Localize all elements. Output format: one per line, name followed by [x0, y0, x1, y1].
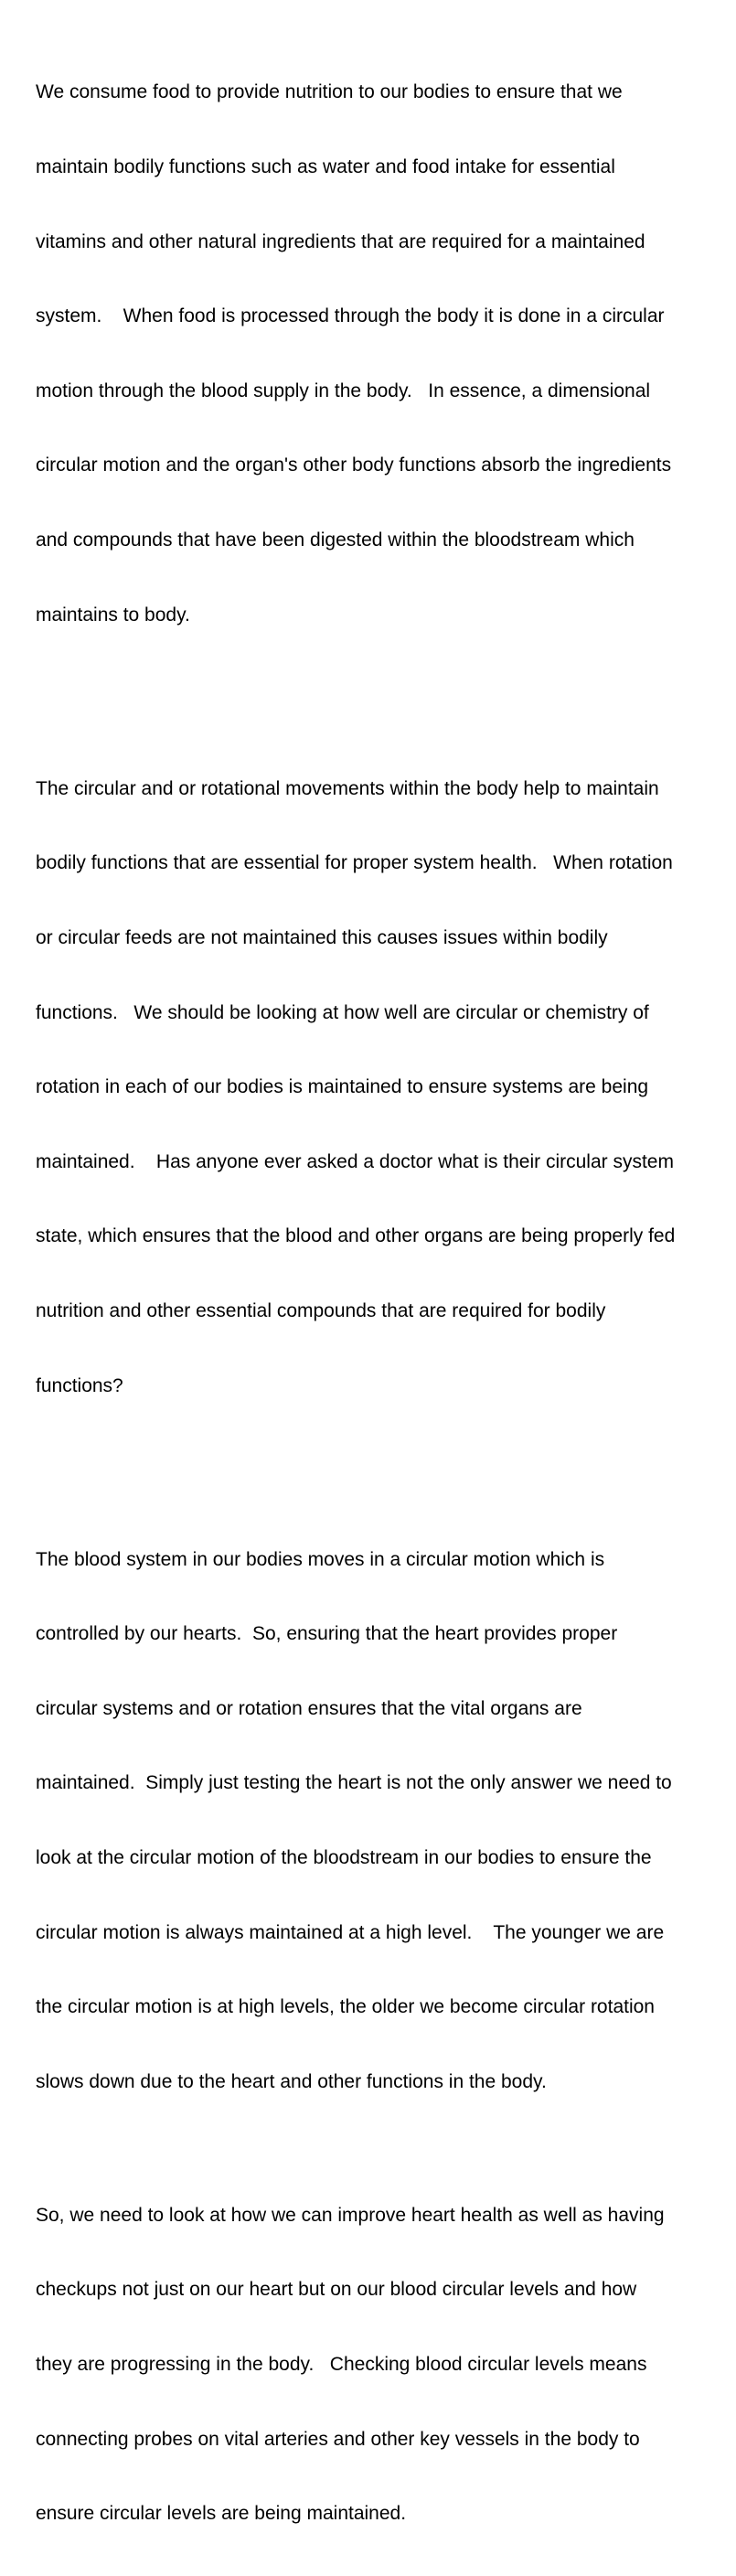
text-line: they are progressing in the body. Checking blood circular levels means: [36, 2354, 647, 2376]
text-line: look at the circular motion of the bloodstream in our bodies to ensure the: [36, 1847, 652, 1869]
text-line: checkups not just on our heart but on our blood circular levels and how: [36, 2279, 637, 2301]
text-line: circular motion is always maintained at a high level. The younger we are: [36, 1921, 665, 1943]
text-line: circular motion and the organ's other body functions absorb the ingredients: [36, 454, 672, 476]
text-line: maintained. Has anyone ever asked a doctor what is their circular system: [36, 1150, 674, 1172]
text-line: functions. We should be looking at how well are circular or chemistry of: [36, 1001, 649, 1023]
text-line: circular systems and or rotation ensures that the vital organs are: [36, 1697, 582, 1719]
paragraph-3: [36, 1497, 718, 2143]
text-line: nutrition and other essential compounds that are required for bodily: [36, 1299, 606, 1321]
text-line: system. When food is processed through the body it is done in a circular: [36, 305, 665, 327]
text-line: vitamins and other natural ingredients that are required for a maintained: [36, 230, 645, 252]
text-line: state, which ensures that the blood and other organs are being properly fed: [36, 1225, 676, 1247]
paragraph-1: [36, 30, 718, 677]
paragraph-2: [36, 726, 718, 1448]
text-line: bodily functions that are essential for proper system health. When rotation: [36, 852, 673, 874]
text-line: So, we need to look at how we can improve heart health as well as having: [36, 2204, 665, 2226]
text-line: maintain bodily functions such as water and food intake for essential: [36, 156, 615, 178]
paragraph-4: [36, 2153, 718, 2575]
text-line: the circular motion is at high levels, the older we become circular rotation: [36, 1996, 655, 2018]
text-line: maintained. Simply just testing the heart is not the only answer we need to: [36, 1772, 672, 1794]
text-line: rotation in each of our bodies is maintained to ensure systems are being: [36, 1076, 649, 1098]
text-line: connecting probes on vital arteries and other key vessels in the body to: [36, 2428, 640, 2450]
text-line: or circular feeds are not maintained this causes issues within bodily: [36, 926, 608, 948]
text-line: and compounds that have been digested within the bloodstream which: [36, 529, 635, 551]
text-line: ensure circular levels are being maintained.: [36, 2503, 407, 2525]
text-line: The circular and or rotational movements within the body help to maintain: [36, 777, 659, 799]
text-line: slows down due to the heart and other functions in the body.: [36, 2070, 547, 2092]
text-line: maintains to body.: [36, 604, 190, 625]
text-line: The blood system in our bodies moves in a circular motion which is: [36, 1548, 605, 1570]
text-line: functions?: [36, 1374, 123, 1396]
text-line: We consume food to provide nutrition to our bodies to ensure that we: [36, 81, 623, 103]
text-line: controlled by our hearts. So, ensuring that the heart provides proper: [36, 1623, 618, 1645]
text-line: motion through the blood supply in the body. In essence, a dimensional: [36, 379, 651, 401]
